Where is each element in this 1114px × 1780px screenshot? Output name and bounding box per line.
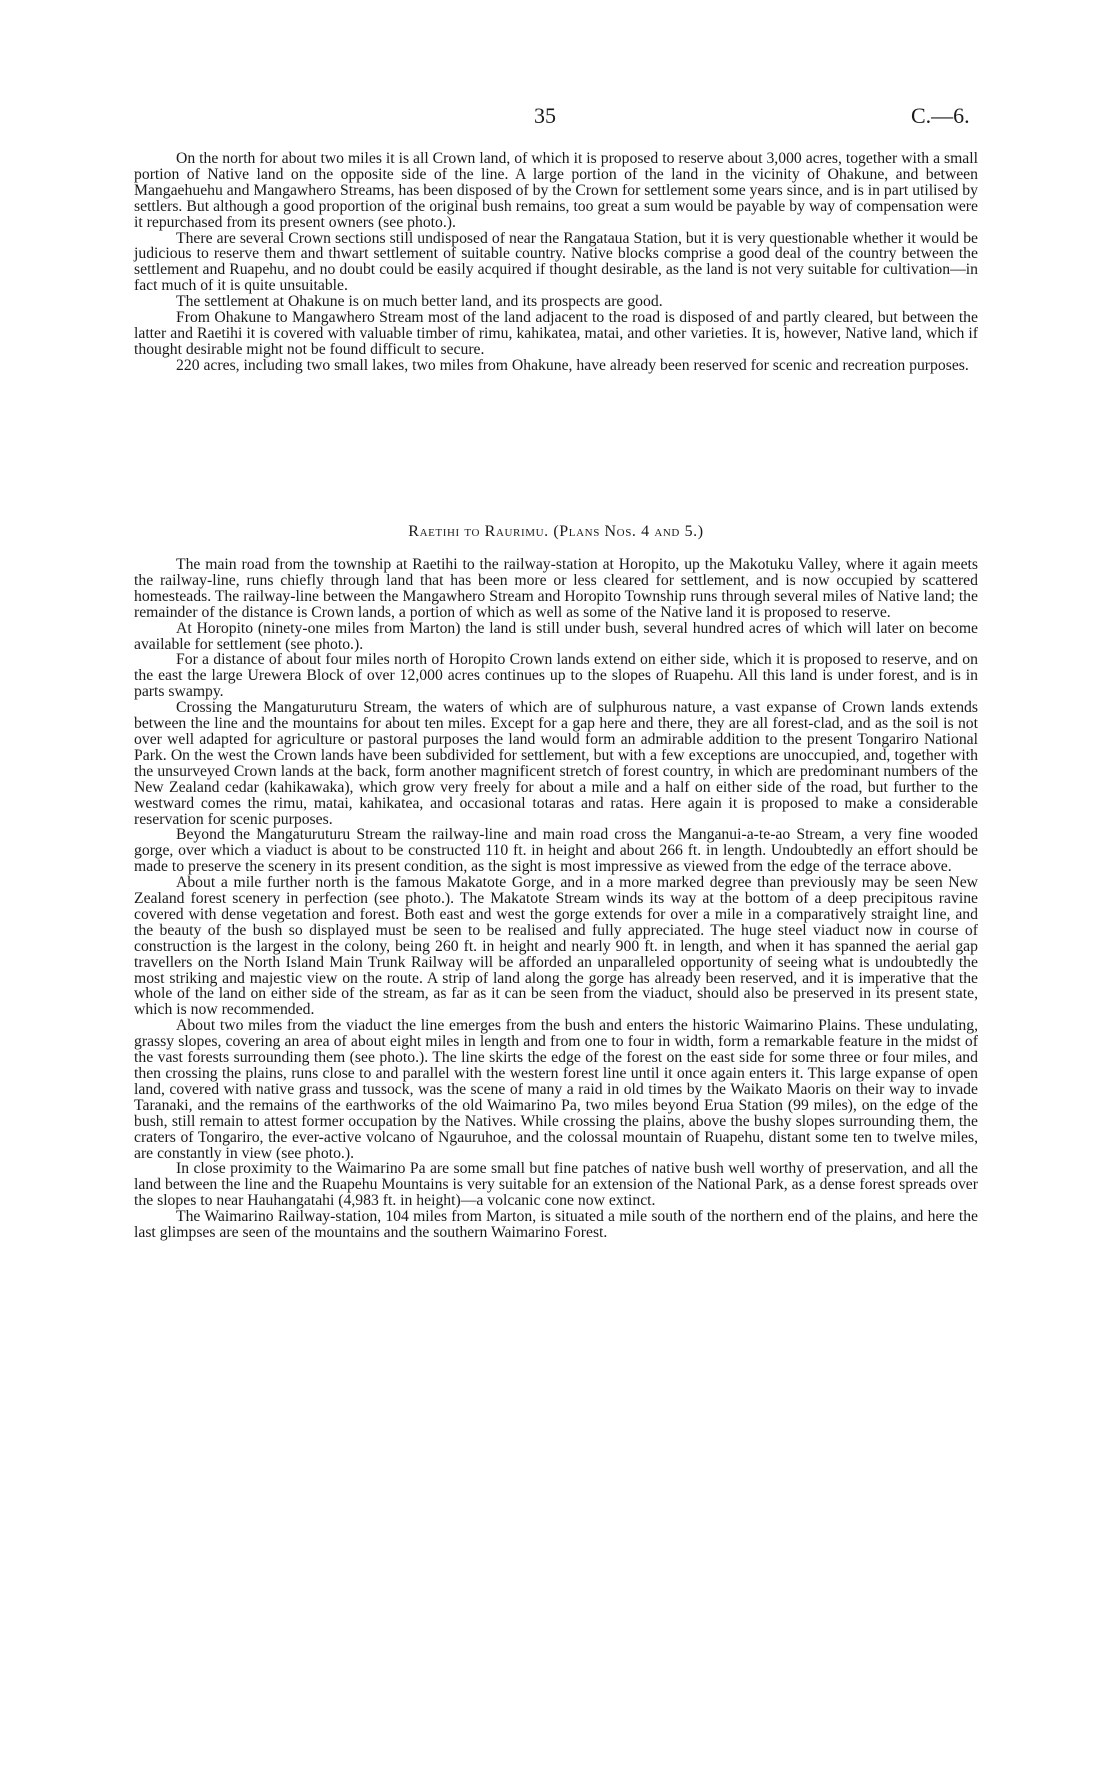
paragraph: The Waimarino Railway-station, 104 miles from Marton, is situated a mile south of the northern end of the plains, and here the last glimpses are seen of the mountains and the southern Waimarino Forest.	[134, 1208, 978, 1242]
section-ohakune-text	[134, 151, 978, 374]
paragraph: About a mile further north is the famous Makatote Gorge, and in a more marked degree than previously may be seen New Zealand forest scenery in perfection (see photo.). The Makatote Stream winds its way at the bottom of a deep precipitous ravine covered with dense vegetation and forest. Both east and west the gorge extends for over a mile in a comparatively straight line, and the beauty of the bush so displayed must be seen to be realised and fully appreciated. The huge steel viaduct now in course of construction is the largest in the colony, being 260 ft. in height and nearly 900 ft. in length, and when it has spanned the aerial gap travellers on the North Island Main Trunk Railway will be afforded an unparalleled opportunity of seeing what is undoubtedly the most striking and majestic view on the route. A strip of land along the gorge has already been reserved, and it is imperative that the whole of the land on either side of the stream, as far as it can be seen from the viaduct, should also be preserved in its present state, which is now recommended.	[134, 874, 978, 1019]
paragraph: 220 acres, including two small lakes, two miles from Ohakune, have already been reserved for scenic and recreation purposes.	[176, 356, 969, 374]
section-heading: Raetihi to Raurimu. (Plans Nos. 4 and 5.)	[408, 523, 704, 540]
paragraph: In close proximity to the Waimarino Pa are some small but fine patches of native bush well worthy of preservation, and all the land between the line and the Ruapehu Mountains is very suitable for an extension of the National Park, as a dense forest spreads over the slopes to near Hauhangatahi (4,983 ft. in height)—a volcanic cone now extinct.	[134, 1160, 978, 1210]
section-raetihi-text	[134, 557, 978, 1241]
paragraph: At Horopito (ninety-one miles from Marton) the land is still under bush, several hundred acres of which will later on become available for settlement (see photo.).	[134, 619, 978, 653]
paragraph: From Ohakune to Mangawhero Stream most of the land adjacent to the road is disposed of and partly cleared, but between the latter and Raetihi it is covered with valuable timber of rimu, kahikatea, matai, and other varieties. It is, however, Native land, which if thought desirable might not be found difficult to secure.	[134, 309, 978, 358]
page-number: 35	[534, 103, 556, 128]
paragraph: On the north for about two miles it is all Crown land, of which it is proposed to reserve about 3,000 acres, together with a small portion of Native land on the opposite side of the line. A large portion of the land in the vicinity of Ohakune, and between Mangaehuehu and Mangawhero Streams, has been disposed of by the Crown for settlement some years since, and is in part utilised by settlers. But although a good proportion of the original bush remains, too great a sum would be payable by way of compensation were it repurchased from its present owners (see photo.).	[134, 150, 978, 231]
paragraph: Beyond the Mangaturuturu Stream the railway-line and main road cross the Manganui-a-te-ao Stream, a very fine wooded gorge, over which a viaduct is about to be constructed 110 ft. in height and about 266 ft. in length. Undoubtedly an effort should be made to preserve the scenery in its present condition, as the sight is most impressive as viewed from the edge of the terrace above.	[134, 826, 978, 876]
paragraph: About two miles from the viaduct the line emerges from the bush and enters the historic Waimarino Plains. These undulating, grassy slopes, covering an area of about eight miles in length and from one to four in width, form a remarkable feature in the midst of the vast forests surrounding them (see photo.). The line skirts the edge of the forest on the east side for some three or four miles, and then crossing the plains, runs close to and parallel with the western forest line until it once again enters it. This large expanse of open land, covered with native grass and tussock, was the scene of many a raid in old times by the Waikato Maoris on their way to invade Taranaki, and the remains of the earthworks of the old Waimarino Pa, two miles beyond Erua Station (99 miles), on the edge of the bush, still remain to attest former occupation by the Natives. While crossing the plains, above the bushy slopes surrounding them, the craters of Tongariro, the ever-active volcano of Ngauruhoe, and the colossal mountain of Ruapehu, distant some ten to twelve miles, are constantly in view (see photo.).	[134, 1017, 978, 1162]
document-reference: C.—6.	[911, 103, 970, 128]
paragraph: The settlement at Ohakune is on much better land, and its prospects are good.	[176, 293, 663, 311]
paragraph: There are several Crown sections still undisposed of near the Rangataua Station, but it is very questionable whether it would be judicious to reserve them and thwart settlement of suitable country. Native blocks comprise a good deal of the country between the settlement and Ruapehu, and no doubt could be easily acquired if thought desirable, as the land is not very suitable for cultivation—in fact much of it is quite unsuitable.	[134, 229, 978, 295]
paragraph: For a distance of about four miles north of Horopito Crown lands extend on either side, which it is proposed to reserve, and on the east the large Urewera Block of over 12,000 acres continues up to the slopes of Ruapehu. All this land is under forest, and is in parts swampy.	[134, 651, 978, 701]
paragraph: The main road from the township at Raetihi to the railway-station at Horopito, up the Makotuku Valley, where it again meets the railway-line, runs chiefly through land that has been more or less cleared for settlement, and is now occupied by scattered homesteads. The railway-line between the Mangawhero Stream and Horopito Township runs through several miles of Native land; the remainder of the distance is Crown lands, a portion of which as well as some of the Native land it is proposed to reserve.	[134, 556, 978, 621]
paragraph: Crossing the Mangaturuturu Stream, the waters of which are of sulphurous nature, a vast expanse of Crown lands extends between the line and the mountains for about ten miles. Except for a gap here and there, they are all forest-clad, and as the soil is not over well adapted for agriculture or pastoral purposes the land would form an admirable addition to the present Tongariro National Park. On the west the Crown lands have been subdivided for settlement, but with a few exceptions are unoccupied, and, together with the unsurveyed Crown lands at the back, form another magnificent stretch of forest country, in which are predominant numbers of the New Zealand cedar (kahikawaka), which grow very freely for about a mile and a half on either side of the road, but further to the westward comes the rimu, matai, kahikatea, and occasional totaras and ratas. Here again it is proposed to make a considerable reservation for scenic purposes.	[134, 699, 978, 828]
